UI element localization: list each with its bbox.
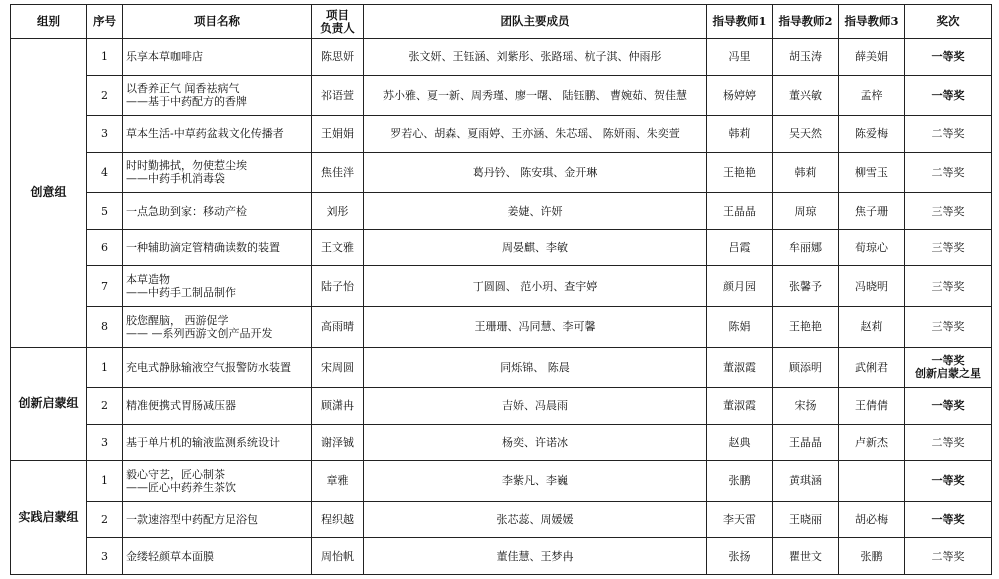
seq-cell: 5 xyxy=(87,193,123,230)
leader-cell: 王娟娟 xyxy=(312,116,364,153)
advisor3-cell: 冯晓明 xyxy=(839,266,905,307)
seq-cell: 3 xyxy=(87,116,123,153)
project-title: 毅心守艺，匠心制茶 xyxy=(126,467,225,481)
project-cell xyxy=(123,75,312,116)
advisor1-cell: 董淑霞 xyxy=(707,388,773,425)
seq-cell: 3 xyxy=(87,424,123,461)
group-name-cell: 实践启蒙组 xyxy=(11,461,87,575)
members-cell: 姜婕、许妍 xyxy=(364,193,707,230)
table-row xyxy=(11,424,992,461)
advisor3-cell: 张鹏 xyxy=(839,538,905,575)
project-subtitle: ——中药手机消毒袋 xyxy=(126,172,225,186)
award-cell xyxy=(905,306,992,347)
award-extra-label: 创新启蒙之星 xyxy=(915,367,981,381)
advisor1-cell: 颜月园 xyxy=(707,266,773,307)
leader-cell: 陆子怡 xyxy=(312,266,364,307)
project-cell xyxy=(123,461,312,502)
members-cell: 张芯蕊、周媛媛 xyxy=(364,501,707,538)
seq-cell: 1 xyxy=(87,461,123,502)
header-advisor3: 指导教师3 xyxy=(839,5,905,39)
project-title: 精准便携式胃肠减压器 xyxy=(126,399,236,413)
award-cell xyxy=(905,152,992,193)
leader-cell: 宋周圆 xyxy=(312,347,364,388)
award-cell xyxy=(905,75,992,116)
table-row xyxy=(11,388,992,425)
project-cell xyxy=(123,229,312,266)
award-label: 三等奖 xyxy=(931,279,965,293)
project-title: 胶您醒脑， 西游促学 xyxy=(126,313,229,327)
advisor1-cell: 陈娟 xyxy=(707,306,773,347)
leader-cell: 王文雅 xyxy=(312,229,364,266)
members-cell: 丁圆圆、 范小玥、查宇婷 xyxy=(364,266,707,307)
advisor2-cell: 瞿世文 xyxy=(773,538,839,575)
header-leader xyxy=(312,5,364,39)
header-members: 团队主要成员 xyxy=(364,5,707,39)
project-cell xyxy=(123,193,312,230)
award-cell xyxy=(905,461,992,502)
table-row xyxy=(11,229,992,266)
table-row xyxy=(11,39,992,76)
table-row xyxy=(11,306,992,347)
project-title: 一点急助到家：移动产检 xyxy=(126,204,247,218)
project-cell xyxy=(123,116,312,153)
table-row xyxy=(11,116,992,153)
header-project: 项目名称 xyxy=(123,5,312,39)
project-cell xyxy=(123,424,312,461)
members-cell: 王珊珊、冯同慧、李可馨 xyxy=(364,306,707,347)
advisor3-cell: 薛美娟 xyxy=(839,39,905,76)
advisor3-cell: 武俐君 xyxy=(839,347,905,388)
award-label: 二等奖 xyxy=(931,127,965,141)
header-group: 组别 xyxy=(11,5,87,39)
advisor3-cell: 赵莉 xyxy=(839,306,905,347)
members-cell: 张文妍、王钰涵、刘紫彤、张路瑶、杭子淇、仲雨彤 xyxy=(364,39,707,76)
advisor2-cell: 吴天然 xyxy=(773,116,839,153)
advisor3-cell: 王倩倩 xyxy=(839,388,905,425)
leader-cell: 焦佳泮 xyxy=(312,152,364,193)
seq-cell: 2 xyxy=(87,388,123,425)
award-cell xyxy=(905,116,992,153)
header-seq: 序号 xyxy=(87,5,123,39)
award-cell xyxy=(905,424,992,461)
advisor1-cell: 赵典 xyxy=(707,424,773,461)
project-title: 充电式静脉输液空气报警防水装置 xyxy=(126,360,291,374)
table-row xyxy=(11,266,992,307)
leader-cell: 陈思妍 xyxy=(312,39,364,76)
table-row xyxy=(11,75,992,116)
advisor2-cell: 胡玉涛 xyxy=(773,39,839,76)
table-row xyxy=(11,193,992,230)
leader-cell: 周怡帆 xyxy=(312,538,364,575)
award-cell xyxy=(905,229,992,266)
advisor2-cell: 黄琪涵 xyxy=(773,461,839,502)
header-advisor1: 指导教师1 xyxy=(707,5,773,39)
award-cell xyxy=(905,39,992,76)
group-name-cell: 创意组 xyxy=(11,39,87,348)
seq-cell: 3 xyxy=(87,538,123,575)
advisor2-cell: 牟丽娜 xyxy=(773,229,839,266)
advisor3-cell: 胡必梅 xyxy=(839,501,905,538)
table-body xyxy=(11,39,992,575)
project-subtitle: ——匠心中药养生茶饮 xyxy=(126,480,236,494)
advisor2-cell: 韩莉 xyxy=(773,152,839,193)
project-cell xyxy=(123,388,312,425)
advisor2-cell: 周琼 xyxy=(773,193,839,230)
advisor3-cell: 卢新杰 xyxy=(839,424,905,461)
award-cell xyxy=(905,388,992,425)
leader-cell: 顾潇冉 xyxy=(312,388,364,425)
members-cell: 罗若心、胡森、夏雨婷、王亦涵、朱芯瑶、 陈妍雨、朱奕萱 xyxy=(364,116,707,153)
award-label: 二等奖 xyxy=(931,549,965,563)
advisor1-cell: 王晶晶 xyxy=(707,193,773,230)
advisor1-cell: 张鹏 xyxy=(707,461,773,502)
seq-cell: 2 xyxy=(87,75,123,116)
project-title: 草本生活-中草药盆栽文化传播者 xyxy=(126,127,284,141)
awards-table xyxy=(10,4,992,575)
table-row xyxy=(11,501,992,538)
advisor1-cell: 杨婷婷 xyxy=(707,75,773,116)
advisor1-cell: 李天雷 xyxy=(707,501,773,538)
project-cell xyxy=(123,501,312,538)
seq-cell: 1 xyxy=(87,39,123,76)
advisor1-cell: 吕霞 xyxy=(707,229,773,266)
advisor2-cell: 张馨予 xyxy=(773,266,839,307)
project-title: 一款速溶型中药配方足浴包 xyxy=(126,513,258,527)
award-cell xyxy=(905,347,992,388)
project-title: 乐享本草咖啡店 xyxy=(126,50,203,64)
award-label: 二等奖 xyxy=(931,165,965,179)
seq-cell: 8 xyxy=(87,306,123,347)
project-cell xyxy=(123,266,312,307)
members-cell: 李紫凡、李巍 xyxy=(364,461,707,502)
advisor3-cell xyxy=(839,461,905,502)
advisor1-cell: 韩莉 xyxy=(707,116,773,153)
advisor2-cell: 王艳艳 xyxy=(773,306,839,347)
advisor3-cell: 陈爱梅 xyxy=(839,116,905,153)
award-label: 一等奖 xyxy=(931,88,965,102)
project-title: 以香养正气 闻香祛病气 xyxy=(126,82,240,96)
members-cell: 董佳慧、王梦冉 xyxy=(364,538,707,575)
table-row xyxy=(11,347,992,388)
project-title: 金缕轻颜草本面膜 xyxy=(126,549,214,563)
advisor1-cell: 王艳艳 xyxy=(707,152,773,193)
advisor3-cell: 荀琼心 xyxy=(839,229,905,266)
award-cell xyxy=(905,266,992,307)
award-cell xyxy=(905,193,992,230)
advisor2-cell: 董兴敏 xyxy=(773,75,839,116)
award-label: 三等奖 xyxy=(931,241,965,255)
leader-cell: 谢泽铖 xyxy=(312,424,364,461)
leader-cell: 程织越 xyxy=(312,501,364,538)
members-cell: 苏小雅、夏一新、周秀瑾、廖一曙、 陆钰鹏、 曹婉茹、贺佳慧 xyxy=(364,75,707,116)
leader-cell: 章雅 xyxy=(312,461,364,502)
project-cell xyxy=(123,306,312,347)
seq-cell: 7 xyxy=(87,266,123,307)
project-cell xyxy=(123,538,312,575)
award-label: 一等奖 xyxy=(931,50,965,64)
project-cell xyxy=(123,152,312,193)
table-row xyxy=(11,461,992,502)
advisor1-cell: 冯里 xyxy=(707,39,773,76)
project-subtitle: ——基于中药配方的香牌 xyxy=(126,95,247,109)
project-title: 基于单片机的输液监测系统设计 xyxy=(126,435,280,449)
project-title: 本草造物 xyxy=(126,273,170,287)
advisor3-cell: 孟梓 xyxy=(839,75,905,116)
advisor3-cell: 柳雪玉 xyxy=(839,152,905,193)
advisor2-cell: 宋扬 xyxy=(773,388,839,425)
table-row xyxy=(11,152,992,193)
advisor2-cell: 王晓丽 xyxy=(773,501,839,538)
members-cell: 同烁锦、 陈晨 xyxy=(364,347,707,388)
leader-cell: 祁语萱 xyxy=(312,75,364,116)
award-label: 一等奖 xyxy=(931,354,965,368)
award-label: 一等奖 xyxy=(931,399,965,413)
header-leader-line2: 负责人 xyxy=(320,20,355,35)
award-label: 三等奖 xyxy=(931,320,965,334)
project-subtitle: ——中药手工制品制作 xyxy=(126,286,236,300)
project-title: 时时勤拂拭，勿使惹尘埃 xyxy=(126,159,247,173)
leader-cell: 高雨晴 xyxy=(312,306,364,347)
project-cell xyxy=(123,347,312,388)
header-advisor2: 指导教师2 xyxy=(773,5,839,39)
award-label: 三等奖 xyxy=(931,204,965,218)
members-cell: 吉娇、冯晨雨 xyxy=(364,388,707,425)
seq-cell: 1 xyxy=(87,347,123,388)
members-cell: 杨奕、许诺冰 xyxy=(364,424,707,461)
project-title: 一种辅助滴定管精确读数的装置 xyxy=(126,241,280,255)
award-cell xyxy=(905,538,992,575)
advisor1-cell: 董淑霞 xyxy=(707,347,773,388)
header-leader-line1: 项目 xyxy=(326,7,349,22)
project-cell xyxy=(123,39,312,76)
seq-cell: 6 xyxy=(87,229,123,266)
table-row xyxy=(11,538,992,575)
advisor3-cell: 焦子珊 xyxy=(839,193,905,230)
group-name-cell: 创新启蒙组 xyxy=(11,347,87,461)
leader-cell: 刘彤 xyxy=(312,193,364,230)
header-award: 奖次 xyxy=(905,5,992,39)
seq-cell: 4 xyxy=(87,152,123,193)
award-label: 二等奖 xyxy=(931,435,965,449)
award-label: 一等奖 xyxy=(931,513,965,527)
members-cell: 葛丹钤、 陈安琪、金开琳 xyxy=(364,152,707,193)
project-subtitle: —— —系列西游文创产品开发 xyxy=(126,326,273,340)
seq-cell: 2 xyxy=(87,501,123,538)
advisor2-cell: 王晶晶 xyxy=(773,424,839,461)
header-row xyxy=(11,5,992,39)
award-label: 一等奖 xyxy=(931,474,965,488)
award-cell xyxy=(905,501,992,538)
advisor1-cell: 张扬 xyxy=(707,538,773,575)
members-cell: 周晏麒、李敏 xyxy=(364,229,707,266)
advisor2-cell: 顾添明 xyxy=(773,347,839,388)
